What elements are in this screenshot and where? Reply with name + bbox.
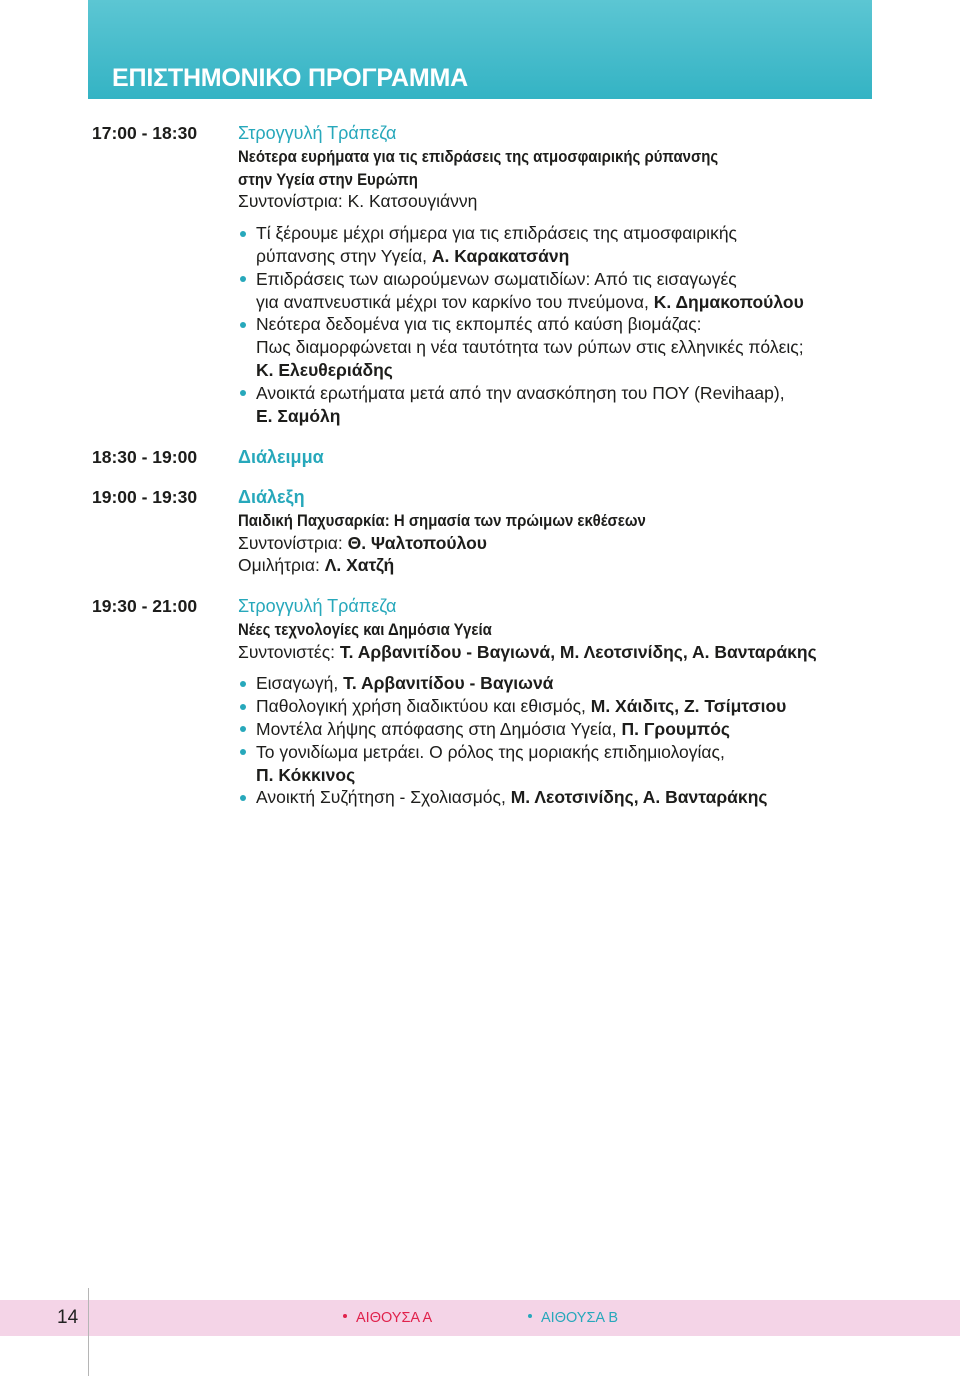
talk-text: ρύπανσης στην Υγεία, — [256, 245, 428, 266]
session-time: 19:30 - 21:00 — [92, 596, 198, 616]
talk-text: Νεότερα δεδομένα για τις εκπομπές από καύση βιομάζας: — [256, 314, 702, 335]
role-label: Συντονιστές: — [238, 641, 335, 662]
bullet-icon — [240, 322, 246, 328]
talk-speaker: Κ. Δημακοπούλου — [653, 291, 804, 312]
talk-text-line — [256, 672, 938, 695]
session-3 — [0, 486, 960, 576]
session-topic — [238, 509, 938, 532]
talk-text: για αναπνευστικά μέχρι τον καρκίνο του πνεύμονα, — [256, 291, 649, 312]
talk-list — [238, 672, 938, 809]
talk-speaker: Τ. Αρβανιτίδου - Βαγιωνά — [343, 673, 554, 694]
talk-speaker: Π. Γρουμπός — [621, 718, 730, 739]
bullet-icon — [343, 1314, 347, 1318]
legend-label: ΑΙΘΟΥΣΑ Α — [356, 1310, 433, 1326]
session-content — [238, 122, 938, 427]
session-topic-line: στην Υγεία στην Ευρώπη — [238, 169, 418, 189]
talk-item — [238, 222, 938, 268]
role-label: Ομιλήτρια: — [238, 555, 320, 576]
talk-item — [238, 741, 938, 787]
bullet-icon — [240, 704, 246, 710]
session-topic-line: Παιδική Παχυσαρκία: Η σημασία των πρώιμων εκθέσεων — [238, 510, 646, 530]
talk-speaker: Α. Καρακατσάνη — [431, 245, 570, 266]
session-time: 17:00 - 18:30 — [92, 123, 198, 143]
bullet-icon — [240, 231, 246, 237]
role-names: Κ. Κατσουγιάννη — [347, 191, 478, 212]
talk-speaker: Μ. Λεοτσινίδης, Α. Βανταράκης — [510, 787, 768, 808]
role-names: Θ. Ψαλτοπούλου — [347, 532, 487, 553]
session-topic — [238, 618, 938, 641]
chair-line — [238, 641, 938, 664]
talk-text: Τί ξέρουμε μέχρι σήμερα για τις επιδράσεις της ατμοσφαιρικής — [256, 223, 737, 244]
footer-divider — [88, 1288, 89, 1376]
bullet-icon — [240, 749, 246, 755]
role-names: Τ. Αρβανιτίδου - Βαγιωνά, Μ. Λεοτσινίδης, Α. Βανταράκης — [339, 641, 817, 662]
talk-item — [238, 268, 938, 314]
talk-speaker: Κ. Ελευθεριάδης — [256, 359, 393, 380]
talk-item — [238, 786, 938, 809]
session-content — [238, 486, 938, 577]
talk-list — [238, 222, 938, 427]
session-type: Διάλειμμα — [238, 447, 324, 467]
talk-text-line — [256, 695, 938, 718]
talk-text: Επιδράσεις των αιωρούμενων σωματιδίων: Από τις εισαγωγές — [256, 268, 737, 289]
bullet-icon — [240, 390, 246, 396]
legend-label: ΑΙΘΟΥΣΑ Β — [541, 1310, 618, 1326]
page-title: ΕΠΙΣΤΗΜΟΝΙΚΟ ΠΡΟΓΡΑΜΜΑ — [112, 64, 468, 92]
talk-text: Πως διαμορφώνεται η νέα ταυτότητα των ρύπων στις ελληνικές πόλεις; — [256, 337, 804, 358]
role-names: Λ. Χατζή — [324, 555, 395, 576]
role-label: Συντονίστρια: — [238, 191, 343, 212]
session-topic — [238, 168, 938, 191]
chair-line — [238, 532, 938, 555]
session-2 — [0, 446, 960, 467]
talk-text: Το γονιδίωμα μετράει. Ο ρόλος της μοριακής επιδημιολογίας, — [256, 741, 725, 762]
session-type: Στρογγυλή Τράπεζα — [238, 123, 397, 143]
session-topic-line: Νεότερα ευρήματα για τις επιδράσεις της ατμοσφαιρικής ρύπανσης — [238, 146, 719, 166]
talk-item — [238, 695, 938, 718]
talk-speaker: Ε. Σαμόλη — [256, 405, 341, 426]
talk-item — [238, 672, 938, 695]
session-topic-line: Νέες τεχνολογίες και Δημόσια Υγεία — [238, 619, 492, 639]
session-4 — [0, 595, 960, 808]
talk-speaker: Μ. Χάιδιτς, Ζ. Τσίμτσιου — [590, 696, 787, 717]
session-type: Διάλεξη — [238, 487, 305, 507]
session-content — [238, 595, 938, 809]
talk-speaker: Π. Κόκκινος — [256, 764, 356, 785]
speaker-line — [238, 554, 938, 577]
role-label: Συντονίστρια: — [238, 532, 343, 553]
session-content — [238, 446, 938, 469]
page-header-banner — [88, 0, 872, 99]
talk-text: Μοντέλα λήψης απόφασης στη Δημόσια Υγεία, — [256, 718, 617, 739]
talk-text-line — [256, 718, 938, 741]
talk-text: Ανοικτά ερωτήματα μετά από την ανασκόπηση του ΠΟΥ (Revihaap), — [256, 382, 785, 403]
talk-text-line — [256, 291, 938, 314]
talk-text-line — [256, 786, 938, 809]
talk-text: Ανοικτή Συζήτηση - Σχολιασμός, — [256, 787, 506, 808]
session-time: 18:30 - 19:00 — [92, 447, 198, 467]
bullet-icon — [240, 726, 246, 732]
session-type: Στρογγυλή Τράπεζα — [238, 596, 397, 616]
bullet-icon — [528, 1314, 532, 1318]
bullet-icon — [240, 681, 246, 687]
session-1 — [0, 122, 960, 426]
talk-item — [238, 718, 938, 741]
talk-item — [238, 382, 938, 428]
session-time: 19:00 - 19:30 — [92, 487, 198, 507]
talk-item — [238, 313, 938, 381]
bullet-icon — [240, 795, 246, 801]
talk-text: Παθολογική χρήση διαδικτύου και εθισμός, — [256, 696, 586, 717]
page-number: 14 — [57, 1307, 79, 1328]
chair-line — [238, 190, 938, 213]
talk-text: Εισαγωγή, — [256, 673, 339, 694]
talk-text-line — [256, 245, 938, 268]
legend-hall-a — [343, 1307, 432, 1329]
session-topic — [238, 145, 938, 168]
bullet-icon — [240, 276, 246, 282]
footer-band — [0, 1300, 960, 1336]
legend-hall-b — [528, 1307, 618, 1329]
